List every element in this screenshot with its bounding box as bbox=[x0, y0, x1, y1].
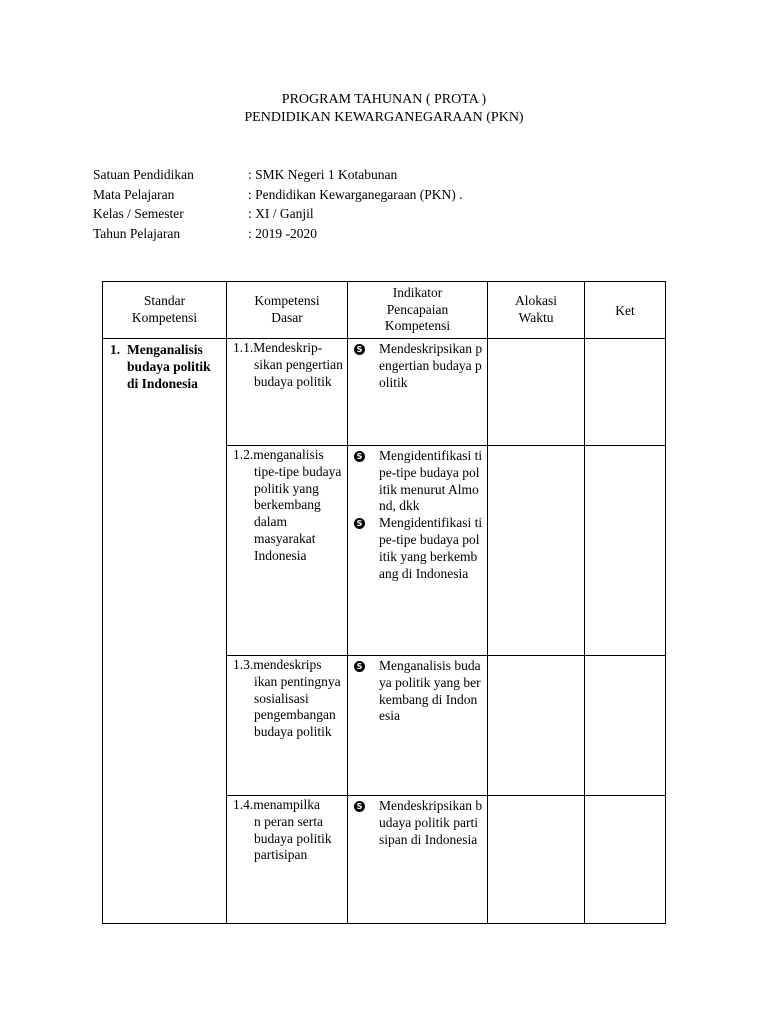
info-label: Satuan Pendidikan bbox=[93, 167, 194, 182]
kd-first-line: menganalisis bbox=[253, 447, 324, 462]
info-row-satuan bbox=[93, 165, 463, 185]
alokasi-waktu-cell bbox=[488, 339, 585, 446]
header-indikator: Indikator Pencapaian Kompetensi bbox=[348, 282, 488, 339]
kd-first-line: menampilka bbox=[253, 797, 320, 812]
indicator-item bbox=[354, 448, 483, 515]
indicator-text: Mengidentifikasi tipe-tipe budaya politik menurut Almond, dkk bbox=[379, 448, 483, 514]
kd-text: sikan pengertian budaya politik bbox=[254, 356, 343, 389]
kd-cell bbox=[227, 656, 348, 796]
bullet-icon: S bbox=[354, 801, 365, 812]
header-ket: Ket bbox=[585, 282, 666, 339]
ket-cell bbox=[585, 796, 666, 924]
kd-text: n peran serta budaya politik partisipan bbox=[254, 813, 332, 863]
header-standar-kompetensi: Standar Kompetensi bbox=[103, 282, 227, 339]
info-row-kelas bbox=[93, 204, 463, 224]
kd-cell bbox=[227, 796, 348, 924]
indicator-item bbox=[354, 658, 483, 725]
indicator-cell bbox=[348, 796, 488, 924]
kd-first-line: mendeskrips bbox=[253, 657, 322, 672]
indicator-text: Mendeskripsikan pengertian budaya politik bbox=[379, 341, 483, 390]
indicator-item bbox=[354, 341, 483, 391]
indicator-text: Mengidentifikasi tipe-tipe budaya politik yang berkembang di Indonesia bbox=[379, 515, 483, 581]
info-value: : Pendidikan Kewarganegaraan (PKN) . bbox=[248, 186, 463, 202]
header-alokasi-waktu: Alokasi Waktu bbox=[488, 282, 585, 339]
kd-number: 1.1. bbox=[233, 340, 254, 355]
bullet-icon: S bbox=[354, 661, 365, 672]
indicator-cell bbox=[348, 656, 488, 796]
kd-text: ikan pentingnya sosialisasi pengembangan budaya politik bbox=[254, 673, 341, 740]
indicator-cell bbox=[348, 446, 488, 656]
kd-first-line: Mendeskrip- bbox=[253, 340, 323, 355]
indicator-text: Menganalisis budaya politik yang berkembang di Indonesia bbox=[379, 658, 481, 724]
indicator-item bbox=[354, 798, 483, 848]
ket-cell bbox=[585, 656, 666, 796]
kd-number: 1.2. bbox=[233, 447, 254, 462]
bullet-icon: S bbox=[354, 451, 365, 462]
kd-cell bbox=[227, 339, 348, 446]
sk-number: 1. bbox=[110, 342, 121, 357]
info-row-tahun bbox=[93, 224, 463, 244]
alokasi-waktu-cell bbox=[488, 796, 585, 924]
header-kompetensi-dasar: Kompetensi Dasar bbox=[227, 282, 348, 339]
info-label: Tahun Pelajaran bbox=[93, 225, 181, 241]
info-value: : XI / Ganjil bbox=[248, 206, 314, 221]
alokasi-waktu-cell bbox=[488, 446, 585, 656]
ket-cell bbox=[585, 446, 666, 656]
table-header-row bbox=[103, 282, 666, 339]
info-row-mapel bbox=[93, 185, 463, 205]
indicator-text: Mendeskripsikan budaya politik partisipan di Indonesia bbox=[379, 798, 483, 847]
sk-text: Menganalisis budaya politik di Indonesia bbox=[127, 342, 211, 391]
info-label: Mata Pelajaran bbox=[93, 186, 175, 202]
ket-cell bbox=[585, 339, 666, 446]
indicator-cell bbox=[348, 339, 488, 446]
alokasi-waktu-cell bbox=[488, 656, 585, 796]
document-title: PROGRAM TAHUNAN ( PROTA ) bbox=[281, 92, 487, 107]
info-value: : 2019 -2020 bbox=[248, 225, 317, 241]
kd-number: 1.4. bbox=[233, 797, 254, 812]
table-row bbox=[103, 339, 666, 446]
info-value: : SMK Negeri 1 Kotabunan bbox=[248, 167, 398, 182]
document-subtitle: PENDIDIKAN KEWARGANEGARAAN (PKN) bbox=[244, 110, 524, 125]
bullet-icon: S bbox=[354, 344, 365, 355]
kd-cell bbox=[227, 446, 348, 656]
kd-text: tipe-tipe budaya politik yang berkembang dalam masyarakat Indonesia bbox=[254, 463, 342, 563]
prota-table bbox=[102, 281, 666, 924]
bullet-icon: S bbox=[354, 518, 365, 529]
sk-cell bbox=[103, 339, 227, 924]
indicator-item bbox=[354, 515, 483, 582]
kd-number: 1.3. bbox=[233, 657, 254, 672]
info-label: Kelas / Semester bbox=[93, 206, 184, 221]
info-block bbox=[93, 165, 463, 243]
